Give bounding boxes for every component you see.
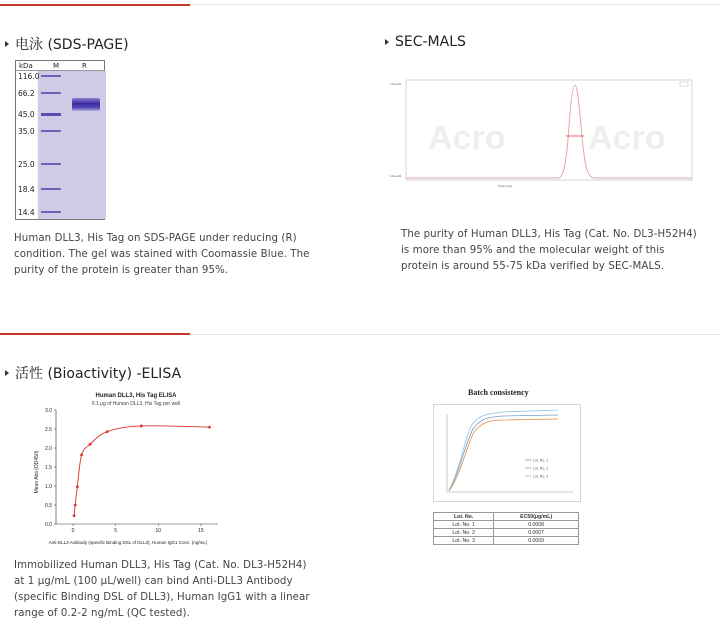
top-accent-line — [0, 4, 190, 6]
data-point — [80, 453, 83, 456]
marker-label: 45.0 — [18, 110, 35, 119]
table-cell: 0.0009 — [494, 537, 579, 545]
elisa-chart-subtitle: 0.1 μg of Human DLL3, His Tag per well — [91, 401, 181, 407]
x-tick-label: 5 — [114, 528, 118, 534]
elisa-x-label: Anti-DLL3 Antibody (specific Binding DSL of DLL3), Human IgG1 Conc. (ng/mL) — [48, 540, 208, 545]
bullet-triangle-icon — [5, 370, 9, 376]
bioactivity-description: Immobilized Human DLL3, His Tag (Cat. No. DL3-H52H4) at 1 μg/mL (100 μL/well) can bind Anti-DLL3 Antibody (specific Binding DSL of DLL3), Human IgG1 with a linear range of 0.2-2 ng/mL (QC tested). — [14, 560, 310, 619]
y-tick-label: 3.0 — [45, 407, 52, 414]
y-tick-label: 2.5 — [45, 426, 52, 433]
table-cell: 0.0008 — [494, 521, 579, 529]
svg-text:Lot. No. 1: Lot. No. 1 — [533, 458, 549, 463]
marker-label: 14.4 — [18, 208, 35, 217]
table-cell: Lot. No. 1 — [434, 521, 494, 529]
data-point — [76, 485, 79, 488]
bullet-triangle-icon — [5, 41, 9, 47]
bullet-triangle-icon — [385, 39, 389, 45]
svg-text:1.0e+04: 1.0e+04 — [390, 174, 401, 178]
bioactivity-title: 活性 (Bioactivity) -ELISA — [5, 363, 181, 383]
data-point — [74, 504, 77, 507]
sds-gel-image — [15, 60, 105, 220]
mid-divider — [190, 334, 720, 335]
x-tick-label: 10 — [155, 528, 162, 534]
sds-page-title: 电泳 (SDS-PAGE) — [5, 34, 129, 54]
sec-mals-description: The purity of Human DLL3, His Tag (Cat. No. DL3-H52H4) is more than 95% and the molecular weight of this protein is around 55-75 kDa verified by SEC-MALS. — [401, 229, 697, 272]
marker-label: 25.0 — [18, 160, 35, 169]
svg-text:Lot. No. 2: Lot. No. 2 — [533, 466, 549, 471]
batch-ec50-table — [433, 512, 579, 545]
svg-text:Time (min): Time (min) — [498, 184, 513, 188]
marker-label: 116.0 — [18, 72, 40, 81]
y-tick-label: 0.5 — [45, 502, 52, 509]
svg-text:1.0e+05: 1.0e+05 — [390, 82, 401, 86]
top-divider — [190, 4, 720, 5]
sec-mals-title: SEC-MALS — [385, 34, 466, 50]
y-tick-label: 1.0 — [45, 483, 52, 490]
data-point — [89, 443, 92, 446]
data-point — [140, 425, 143, 428]
mid-accent-line — [0, 333, 190, 335]
data-point — [73, 514, 76, 517]
marker-label: 35.0 — [18, 127, 35, 136]
batch-consistency-chart — [433, 404, 581, 502]
gel-header-m: M — [53, 62, 60, 70]
table-cell: Lot. No. 2 — [434, 529, 494, 537]
data-point — [208, 426, 211, 429]
svg-text:Acro: Acro — [588, 119, 666, 157]
elisa-chart — [28, 388, 228, 553]
table-row — [434, 529, 579, 537]
table-header-cell: Lot. No. — [434, 513, 494, 521]
y-tick-label: 0.0 — [45, 521, 52, 528]
elisa-chart-title: Human DLL3, His Tag ELISA — [95, 393, 177, 399]
sec-mals-chart — [388, 77, 698, 192]
table-cell: Lot. No. 3 — [434, 537, 494, 545]
svg-text:Acro: Acro — [428, 119, 506, 157]
table-row — [434, 537, 579, 545]
sds-page-description: Human DLL3, His Tag on SDS-PAGE under reducing (R) condition. The gel was stained with Coomassie Blue. The purity of the protein is greater than 95%. — [14, 233, 310, 276]
x-tick-label: 15 — [198, 528, 204, 534]
table-cell: 0.0007 — [494, 529, 579, 537]
x-tick-label: 0 — [71, 528, 75, 534]
y-tick-label: 2.0 — [45, 445, 52, 452]
protein-band — [72, 98, 100, 111]
batch-consistency-title: Batch consistency — [468, 388, 529, 397]
svg-text:Lot. No. 3: Lot. No. 3 — [533, 474, 549, 479]
marker-label: 66.2 — [18, 89, 35, 98]
y-tick-label: 1.5 — [45, 464, 52, 471]
data-point — [106, 430, 109, 433]
table-header-cell: EC50(μg/mL) — [494, 513, 579, 521]
fit-curve — [74, 426, 209, 516]
gel-header-kda: kDa — [19, 62, 33, 70]
elisa-y-label: Mean Abs.(OD450) — [34, 450, 40, 494]
gel-header-r: R — [82, 62, 87, 70]
table-row — [434, 521, 579, 529]
marker-label: 18.4 — [18, 185, 35, 194]
table-row — [434, 513, 579, 521]
